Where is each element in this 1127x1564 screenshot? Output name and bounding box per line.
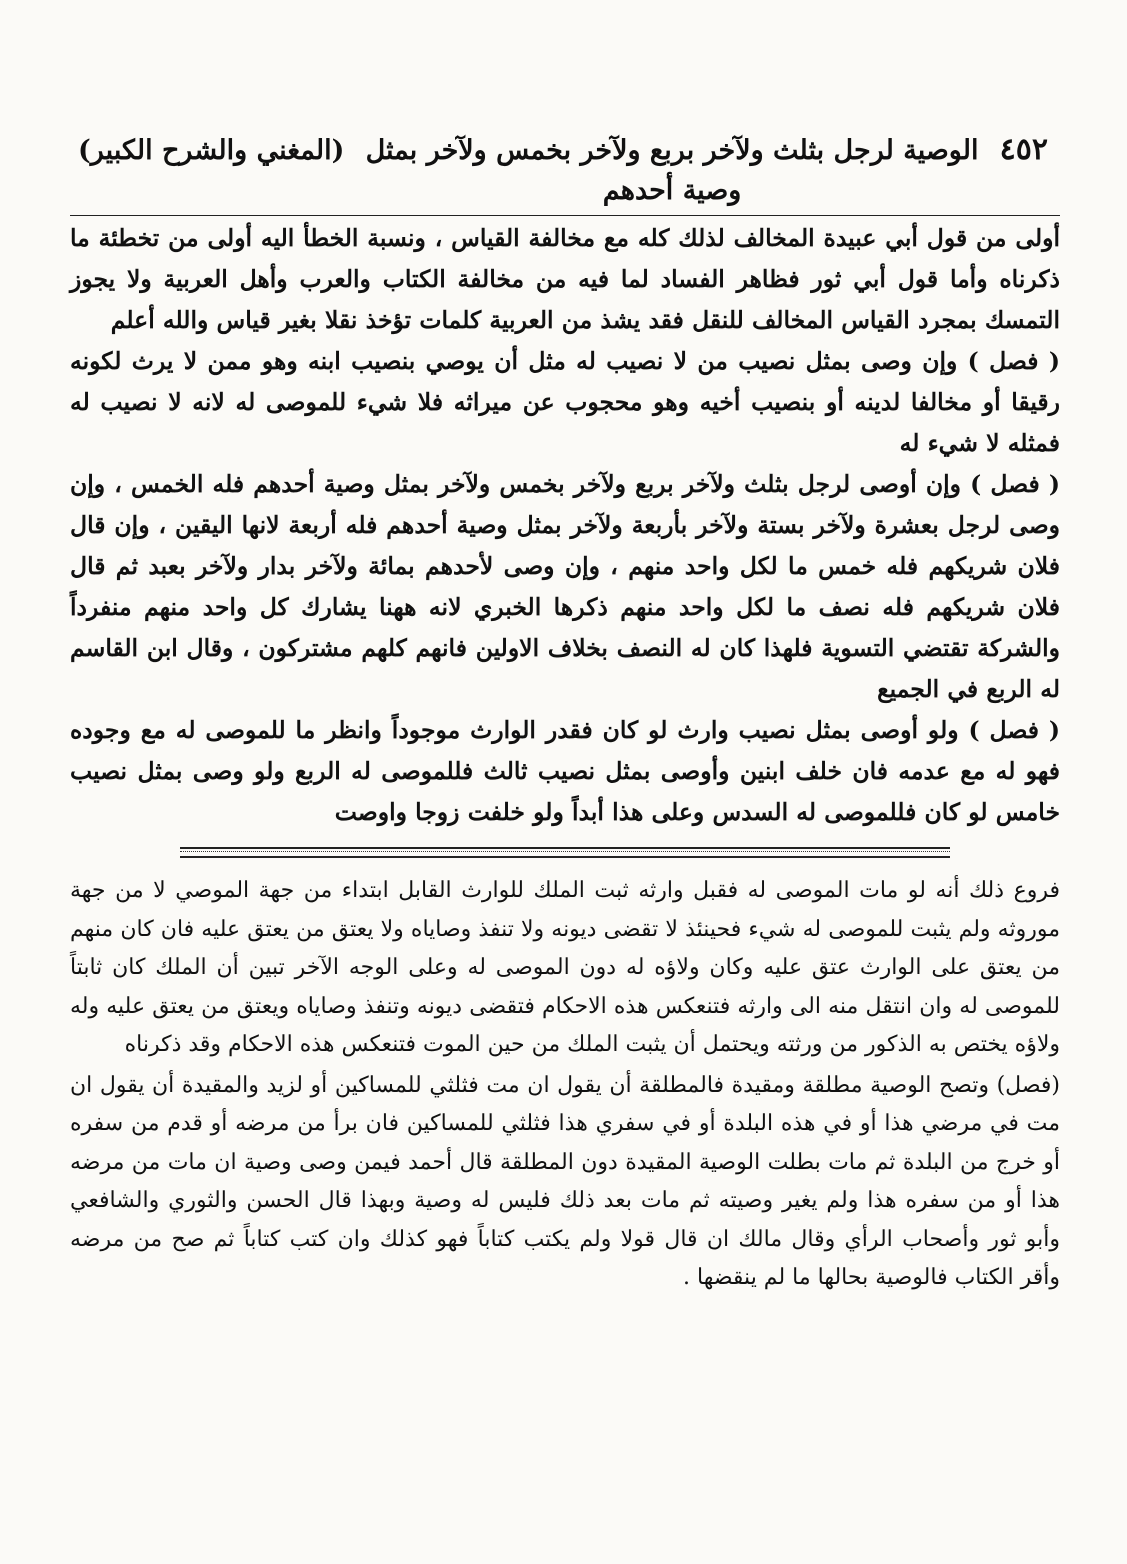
page-number: ٤٥٢: [999, 132, 1048, 167]
header-title: الوصية لرجل بثلث ولآخر بربع ولآخر بخمس ولآخر بمثل وصية أحدهم: [365, 135, 979, 206]
main-paragraph: ( فصل ) وإن أوصى لرجل بثلث ولآخر بربع ولآخر بخمس ولآخر بمثل وصية أحدهم فله الخمس ، وإن وصى لرجل بعشرة ولآخر بستة ولآخر بأربعة ولآخر بمثل وصية أحدهم فله أربعة لانها اليقين ، وإن قال فلان شريكهم فله خمس ما لكل واحد منهم ، وإن وصى لأحدهم بمائة ولآخر بدار ولآخر بعبد ثم قال فلان شريكهم فله نصف ما لكل واحد منهم ذكرها الخبري لانه ههنا يشارك كل واحد منهم منفرداً والشركة تقتضي التسوية فلهذا كان له النصف بخلاف الاولين فانهم كلهم مشتركون ، وقال ابن القاسم له الربع في الجميع: [70, 470, 1060, 703]
commentary-paragraph: فروع ذلك أنه لو مات الموصى له فقبل وارثه ثبت الملك للوارث القابل ابتداء من جهة الموصي لا من جهة موروثه ولم يثبت للموصى له شيء فحينئذ لا تقضى ديونه ولا تنفذ وصاياه ولا يعتق من يعتق عليه فان كان منهم من يعتق على الوارث عتق عليه وكان ولاؤه له دون الموصى له وعلى الوجه الآخر تبين أن الملك كان ثابتاً للموصى له وان انتقل منه الى وارثه فتنعكس هذه الاحكام فتقضى ديونه وتنفذ وصاياه ويعتق من يعتق عليه وله ولاؤه يختص به الذكور من ورثته ويحتمل أن يثبت الملك من حين الموت فتنعكس هذه الاحكام وقد ذكرناه: [70, 878, 1060, 1057]
main-paragraph: ( فصل ) ولو أوصى بمثل نصيب وارث لو كان فقدر الوارث موجوداً وانظر ما للموصى له مع وجوده فهو له مع عدمه فان خلف ابنين وأوصى بمثل نصيب ثالث فللموصى له الربع ولو وصى بمثل نصيب خامس لو كان فللموصى له السدس وعلى هذا أبداً ولو خلفت زوجا واوصت: [70, 716, 1060, 826]
book-title: (المغني والشرح الكبير): [78, 135, 345, 166]
main-paragraph: ( فصل ) وإن وصى بمثل نصيب من لا نصيب له مثل أن يوصي بنصيب ابنه وهو ممن لا يرث لكونه رقيقا أو مخالفا لدينه أو بنصيب أخيه وهو محجوب عن ميراثه فلا شيء للموصى له لانه لا نصيب له فمثله لا شيء له: [70, 347, 1060, 457]
section-separator: [180, 847, 950, 858]
commentary-paragraph: (فصل) وتصح الوصية مطلقة ومقيدة فالمطلقة أن يقول ان مت فثلثي للمساكين أو لزيد والمقيدة أن يقول ان مت في مرضي هذا أو في هذه البلدة أو في سفري هذا فثلثي للمساكين فان برأ من مرضه أو قدم من سفره أو خرج من البلدة ثم مات بطلت الوصية المقيدة دون المطلقة قال أحمد فيمن وصى وصية ان مات من مرضه هذا أو من سفره هذا ولم يغير وصيته ثم مات بعد ذلك فليس له وصية وبهذا قال الحسن والثوري والشافعي وأبو ثور وأصحاب الرأي وقال مالك ان قال قولا ولم يكتب كتاباً فهو كذلك وان كتب كتاباً ثم صح من مرضه وأقر الكتاب فالوصية بحالها ما لم ينقضها .: [70, 1072, 1061, 1290]
commentary-text: [70, 872, 1060, 1298]
main-text: [70, 218, 1060, 833]
main-paragraph: أولى من قول أبي عبيدة المخالف لذلك كله مع مخالفة القياس ، ونسبة الخطأ اليه أولى من تخطئة ما ذكرناه وأما قول أبي ثور فظاهر الفساد لما فيه من مخالفة الكتاب والعرب وأهل العربية ولا يجوز التمسك بمجرد القياس المخالف للنقل فقد يشذ من العربية كلمات تؤخذ نقلا بغير قياس والله أعلم: [70, 224, 1060, 334]
running-header: [70, 130, 1060, 216]
page: [70, 130, 1060, 1298]
